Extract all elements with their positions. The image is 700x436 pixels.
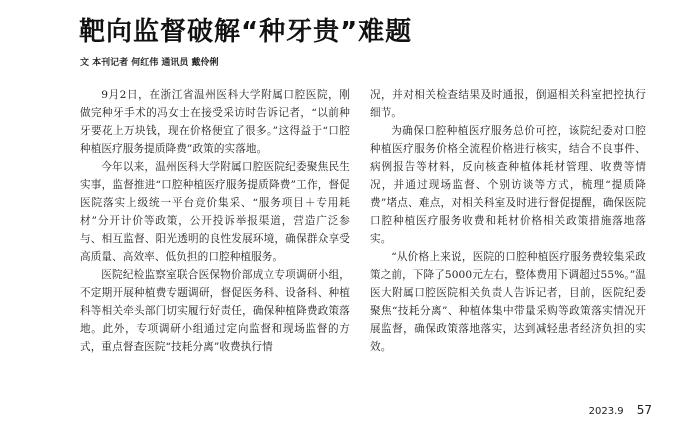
page-footer [589, 399, 652, 418]
page-number: 57 [636, 403, 652, 417]
body-paragraph: 医院纪检监察室联合医保物价部成立专项调研小组，不定期开展种植费专题调研，督促医务科、设备科、种植科等相关牵头部门切实履行好责任，确保种植降费政策落地。此外，专项调研小组通过定向监督和现场监督的方式，重点督查医院“技耗分离”收费执行情 [80, 269, 350, 353]
article-byline: 文 本刊记者 何红伟 通讯员 戴伶俐 [80, 58, 219, 68]
article-title: 靶向监督破解“种牙贵”难题 [79, 17, 413, 47]
left-text-column [80, 86, 350, 356]
issue-number: 2023.9 [588, 406, 624, 417]
body-paragraph: “从价格上来说，医院的口腔种植医疗服务费较集采政策之前，下降了5000元左右，整体费用下调超过55%。”温医大附属口腔医院相关负责人告诉记者，目前，医院纪委聚焦“技耗分离”、种植体集中带量采购等政策落实情况开展监督，确保政策落地落实，达到减轻患者经济负担的实效。 [370, 251, 646, 353]
body-paragraph: 9月2日，在浙江省温州医科大学附属口腔医院，刚做完种牙手术的冯女士在接受采访时告诉记者，“以前种牙要花上万块钱，现在价格便宜了很多。”这得益于“口腔种植医疗服务提质降费”政策的实落地。 [80, 89, 350, 155]
right-text-column [370, 86, 646, 356]
body-paragraph: 今年以来，温州医科大学附属口腔医院纪委聚焦民生实事，监督推进“口腔种植医疗服务提质降费”工作，督促医院落实上级统一平台竞价集采、“服务项目＋专用耗材”分开计价等政策，公开投诉举报渠道，营造广泛参与、相互监督、阳光透明的良性发展环境，确保群众享受高质量、高效率、低负担的口腔种植服务。 [80, 161, 350, 263]
body-paragraph-continued: 况，并对相关检查结果及时通报，倒逼相关科室把控执行细节。 [370, 89, 646, 119]
body-paragraph: 为确保口腔种植医疗服务总价可控，该院纪委对口腔种植医疗服务价格全流程价格进行核实，结合不良事件、病例报告等材料，反向核查种植体耗材管理、收费等情况，并通过现场监督、个别访谈等方式，梳理“提质降费”堵点、难点，对相关科室及时进行督促提醒，确保医院口腔种植医疗服务收费和耗材价格相关政策措施落地落实。 [370, 125, 646, 245]
